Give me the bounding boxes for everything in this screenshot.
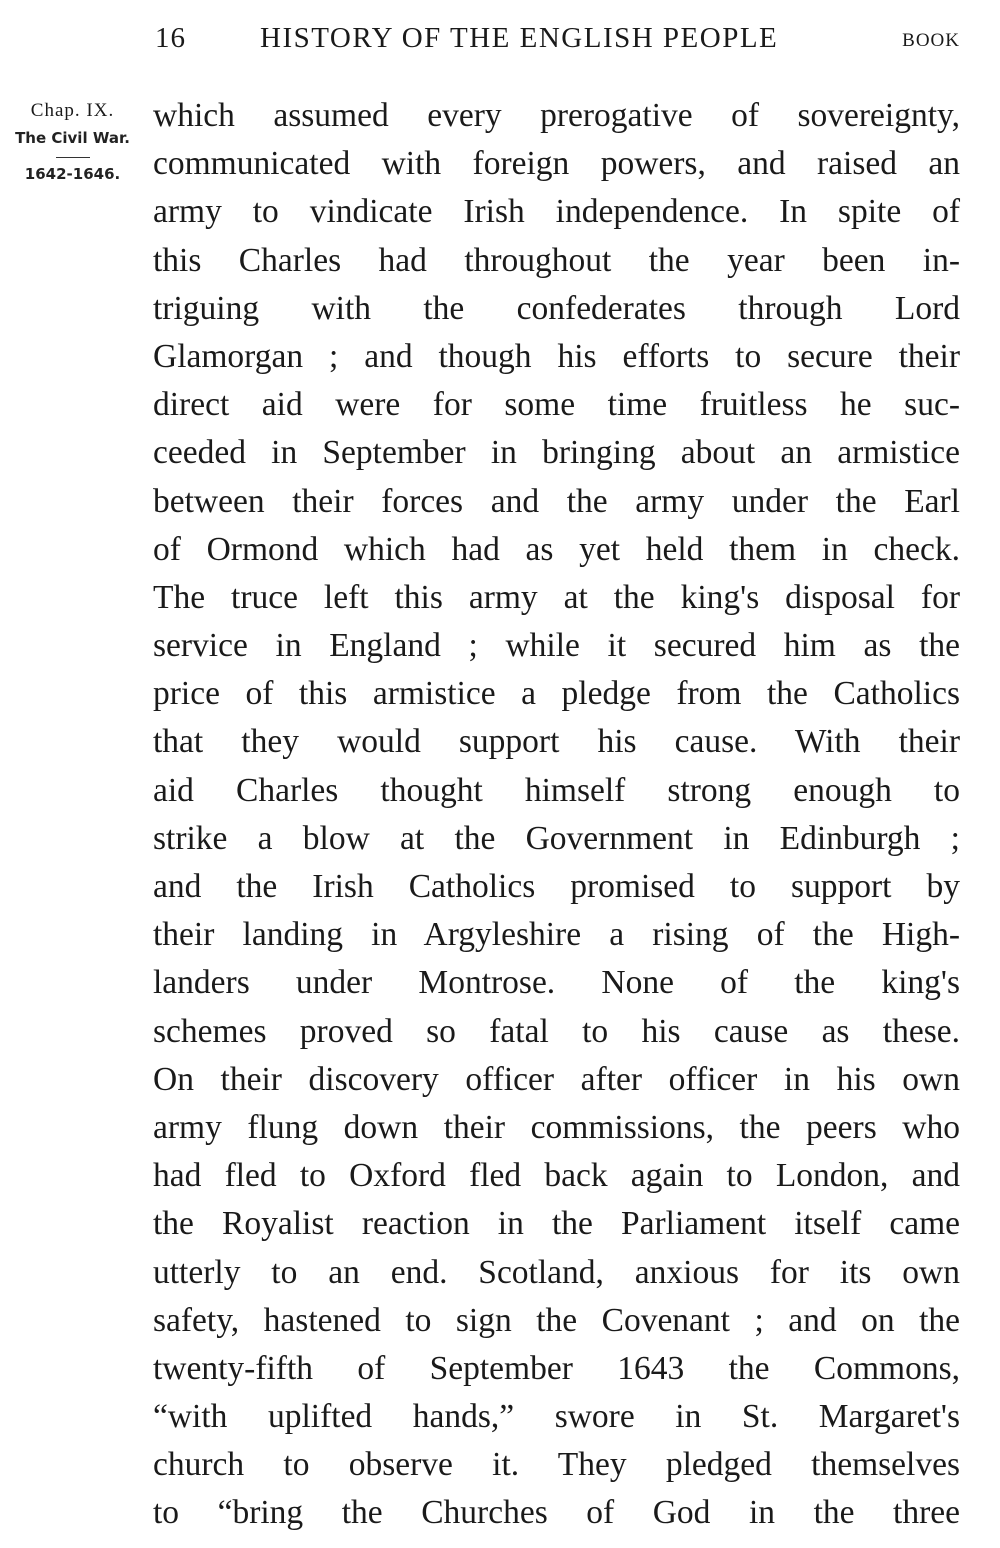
text-line: safety, hastened to sign the Covenant ; and on the [153, 1301, 960, 1339]
book-label: BOOK [902, 30, 960, 51]
text-line: ceeded in September in bringing about an armistice [153, 434, 960, 472]
text-line: On their discovery officer after officer in his own [153, 1060, 960, 1098]
text-line: schemes proved so fatal to his cause as these. [153, 1012, 960, 1050]
body-text [153, 92, 960, 1538]
text-line: The truce left this army at the king's disposal for [153, 578, 960, 616]
text-line: “with uplifted hands,” swore in St. Margaret's [153, 1398, 960, 1436]
text-line: and the Irish Catholics promised to support by [153, 868, 960, 905]
text-line: which assumed every prerogative of sovereignty, [153, 97, 960, 134]
running-header [155, 22, 960, 62]
text-line: communicated with foreign powers, and raised an [153, 145, 960, 183]
running-title: HISTORY OF THE ENGLISH PEOPLE [260, 22, 779, 54]
text-line: army to vindicate Irish independence. In spite of [153, 193, 960, 231]
margin-divider [56, 157, 90, 158]
text-line: this Charles had throughout the year been in- [153, 241, 960, 279]
text-line: their landing in Argyleshire a rising of the High- [153, 916, 960, 954]
text-line: that they would support his cause. With their [153, 723, 960, 761]
text-line: strike a blow at the Government in Edinburgh ; [153, 819, 960, 857]
text-line: between their forces and the army under the Earl [153, 482, 960, 520]
text-line: to “bring the Churches of God in the three [153, 1494, 960, 1532]
text-line: church to observe it. They pledged themselves [153, 1446, 960, 1484]
text-line: aid Charles thought himself strong enough to [153, 771, 960, 809]
page-number: 16 [155, 22, 186, 54]
text-line: had fled to Oxford fled back again to London, and [153, 1157, 960, 1195]
text-line: landers under Montrose. None of the king's [153, 964, 960, 1002]
text-line: twenty-fifth of September 1643 the Commons, [153, 1349, 960, 1387]
text-line: the Royalist reaction in the Parliament itself came [153, 1205, 960, 1243]
chapter-label: Chap. IX. [30, 100, 115, 121]
section-dates: 1642-1646. [24, 165, 121, 183]
text-line: triguing with the confederates through Lord [153, 289, 960, 327]
text-line: service in England ; while it secured him as the [153, 627, 960, 665]
text-line: army flung down their commissions, the peers who [153, 1108, 960, 1146]
text-line: of Ormond which had as yet held them in check. [153, 530, 960, 568]
text-line: Glamorgan ; and though his efforts to secure their [153, 337, 960, 375]
text-line: price of this armistice a pledge from the Catholics [153, 675, 960, 713]
text-line: direct aid were for some time fruitless he suc- [153, 386, 960, 424]
margin-notes [10, 100, 135, 183]
text-line: utterly to an end. Scotland, anxious for its own [153, 1253, 960, 1291]
section-title: The Civil War. [15, 129, 130, 147]
